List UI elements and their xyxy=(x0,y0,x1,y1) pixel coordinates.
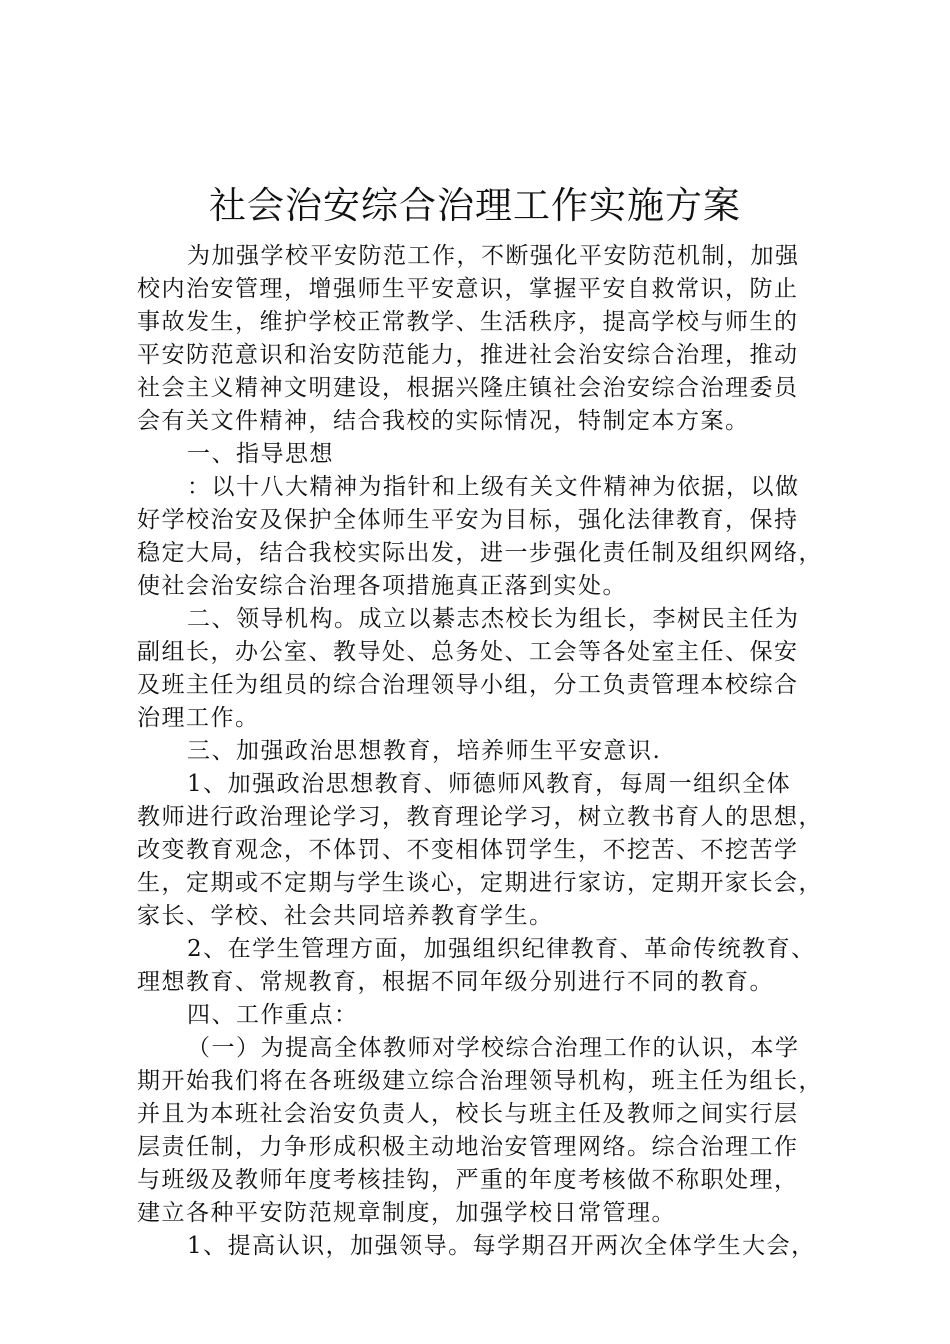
section-heading-guiding-thought: 一、指导思想 xyxy=(187,441,334,467)
body-line-21: 家长、学校、社会共同培养教育学生。 xyxy=(137,903,554,929)
body-line-30: 建立各种平安防范规章制度，加强学校日常管理。 xyxy=(137,1200,676,1226)
body-line-15: 治理工作。 xyxy=(137,705,260,731)
body-line-22: 2、在学生管理方面，加强组织纪律教育、革命传统教育、 xyxy=(187,936,816,962)
body-line-25: （一）为提高全体教师对学校综合治理工作的认识，本学 xyxy=(187,1035,800,1061)
section-heading-political-education: 三、加强政治思想教育，培养师生平安意识. xyxy=(187,738,662,764)
body-line-18: 教师进行政治理论学习，教育理论学习，树立教书育人的思想， xyxy=(137,804,823,830)
body-line-20: 生，定期或不定期与学生谈心，定期进行家访，定期开家长会， xyxy=(137,870,823,896)
body-line-31: 1、提高认识，加强领导。每学期召开两次全体学生大会， xyxy=(187,1233,816,1259)
body-line-17: 1、加强政治思想教育、师德师风教育，每周一组织全体 xyxy=(187,771,792,797)
document-body xyxy=(137,240,837,1263)
body-line-3: 事故发生，维护学校正常教学、生活秩序，提高学校与师生的 xyxy=(137,309,799,335)
body-line-14: 及班主任为组员的综合治理领导小组，分工负责管理本校综合 xyxy=(137,672,799,698)
body-line-6: 会有关文件精神，结合我校的实际情况，特制定本方案。 xyxy=(137,408,750,434)
body-line-8: ：以十八大精神为指针和上级有关文件精神为依据，以做 xyxy=(187,474,800,500)
body-line-28: 层责任制，力争形成积极主动地治安管理网络。综合治理工作 xyxy=(137,1134,799,1160)
body-line-23: 理想教育、常规教育，根据不同年级分别进行不同的教育。 xyxy=(137,969,774,995)
body-line-27: 并且为本班社会治安负责人，校长与班主任及教师之间实行层 xyxy=(137,1101,799,1127)
body-line-10: 稳定大局，结合我校实际出发，进一步强化责任制及组织网络， xyxy=(137,540,823,566)
body-line-11: 使社会治安综合治理各项措施真正落到实处。 xyxy=(137,573,627,599)
section-heading-leadership: 二、领导机构。成立以綦志杰校长为组长，李树民主任为 xyxy=(187,606,800,632)
body-line-26: 期开始我们将在各班级建立综合治理领导机构，班主任为组长， xyxy=(137,1068,823,1094)
body-line-19: 改变教育观念，不体罚、不变相体罚学生，不挖苦、不挖苦学 xyxy=(137,837,799,863)
body-line-5: 社会主义精神文明建设，根据兴隆庄镇社会治安综合治理委员 xyxy=(137,375,799,401)
body-line-29: 与班级及教师年度考核挂钩，严重的年度考核做不称职处理， xyxy=(137,1167,799,1193)
body-line-2: 校内治安管理，增强师生平安意识，掌握平安自救常识，防止 xyxy=(137,276,799,302)
body-line-4: 平安防范意识和治安防范能力，推进社会治安综合治理，推动 xyxy=(137,342,799,368)
body-line-13: 副组长，办公室、教导处、总务处、工会等各处室主任、保安 xyxy=(137,639,799,665)
body-line-1: 为加强学校平安防范工作，不断强化平安防范机制，加强 xyxy=(187,243,800,269)
document-title: 社会治安综合治理工作实施方案 xyxy=(209,184,741,227)
body-line-9: 好学校治安及保护全体师生平安为目标，强化法律教育，保持 xyxy=(137,507,799,533)
section-heading-work-focus: 四、工作重点： xyxy=(187,1002,359,1028)
